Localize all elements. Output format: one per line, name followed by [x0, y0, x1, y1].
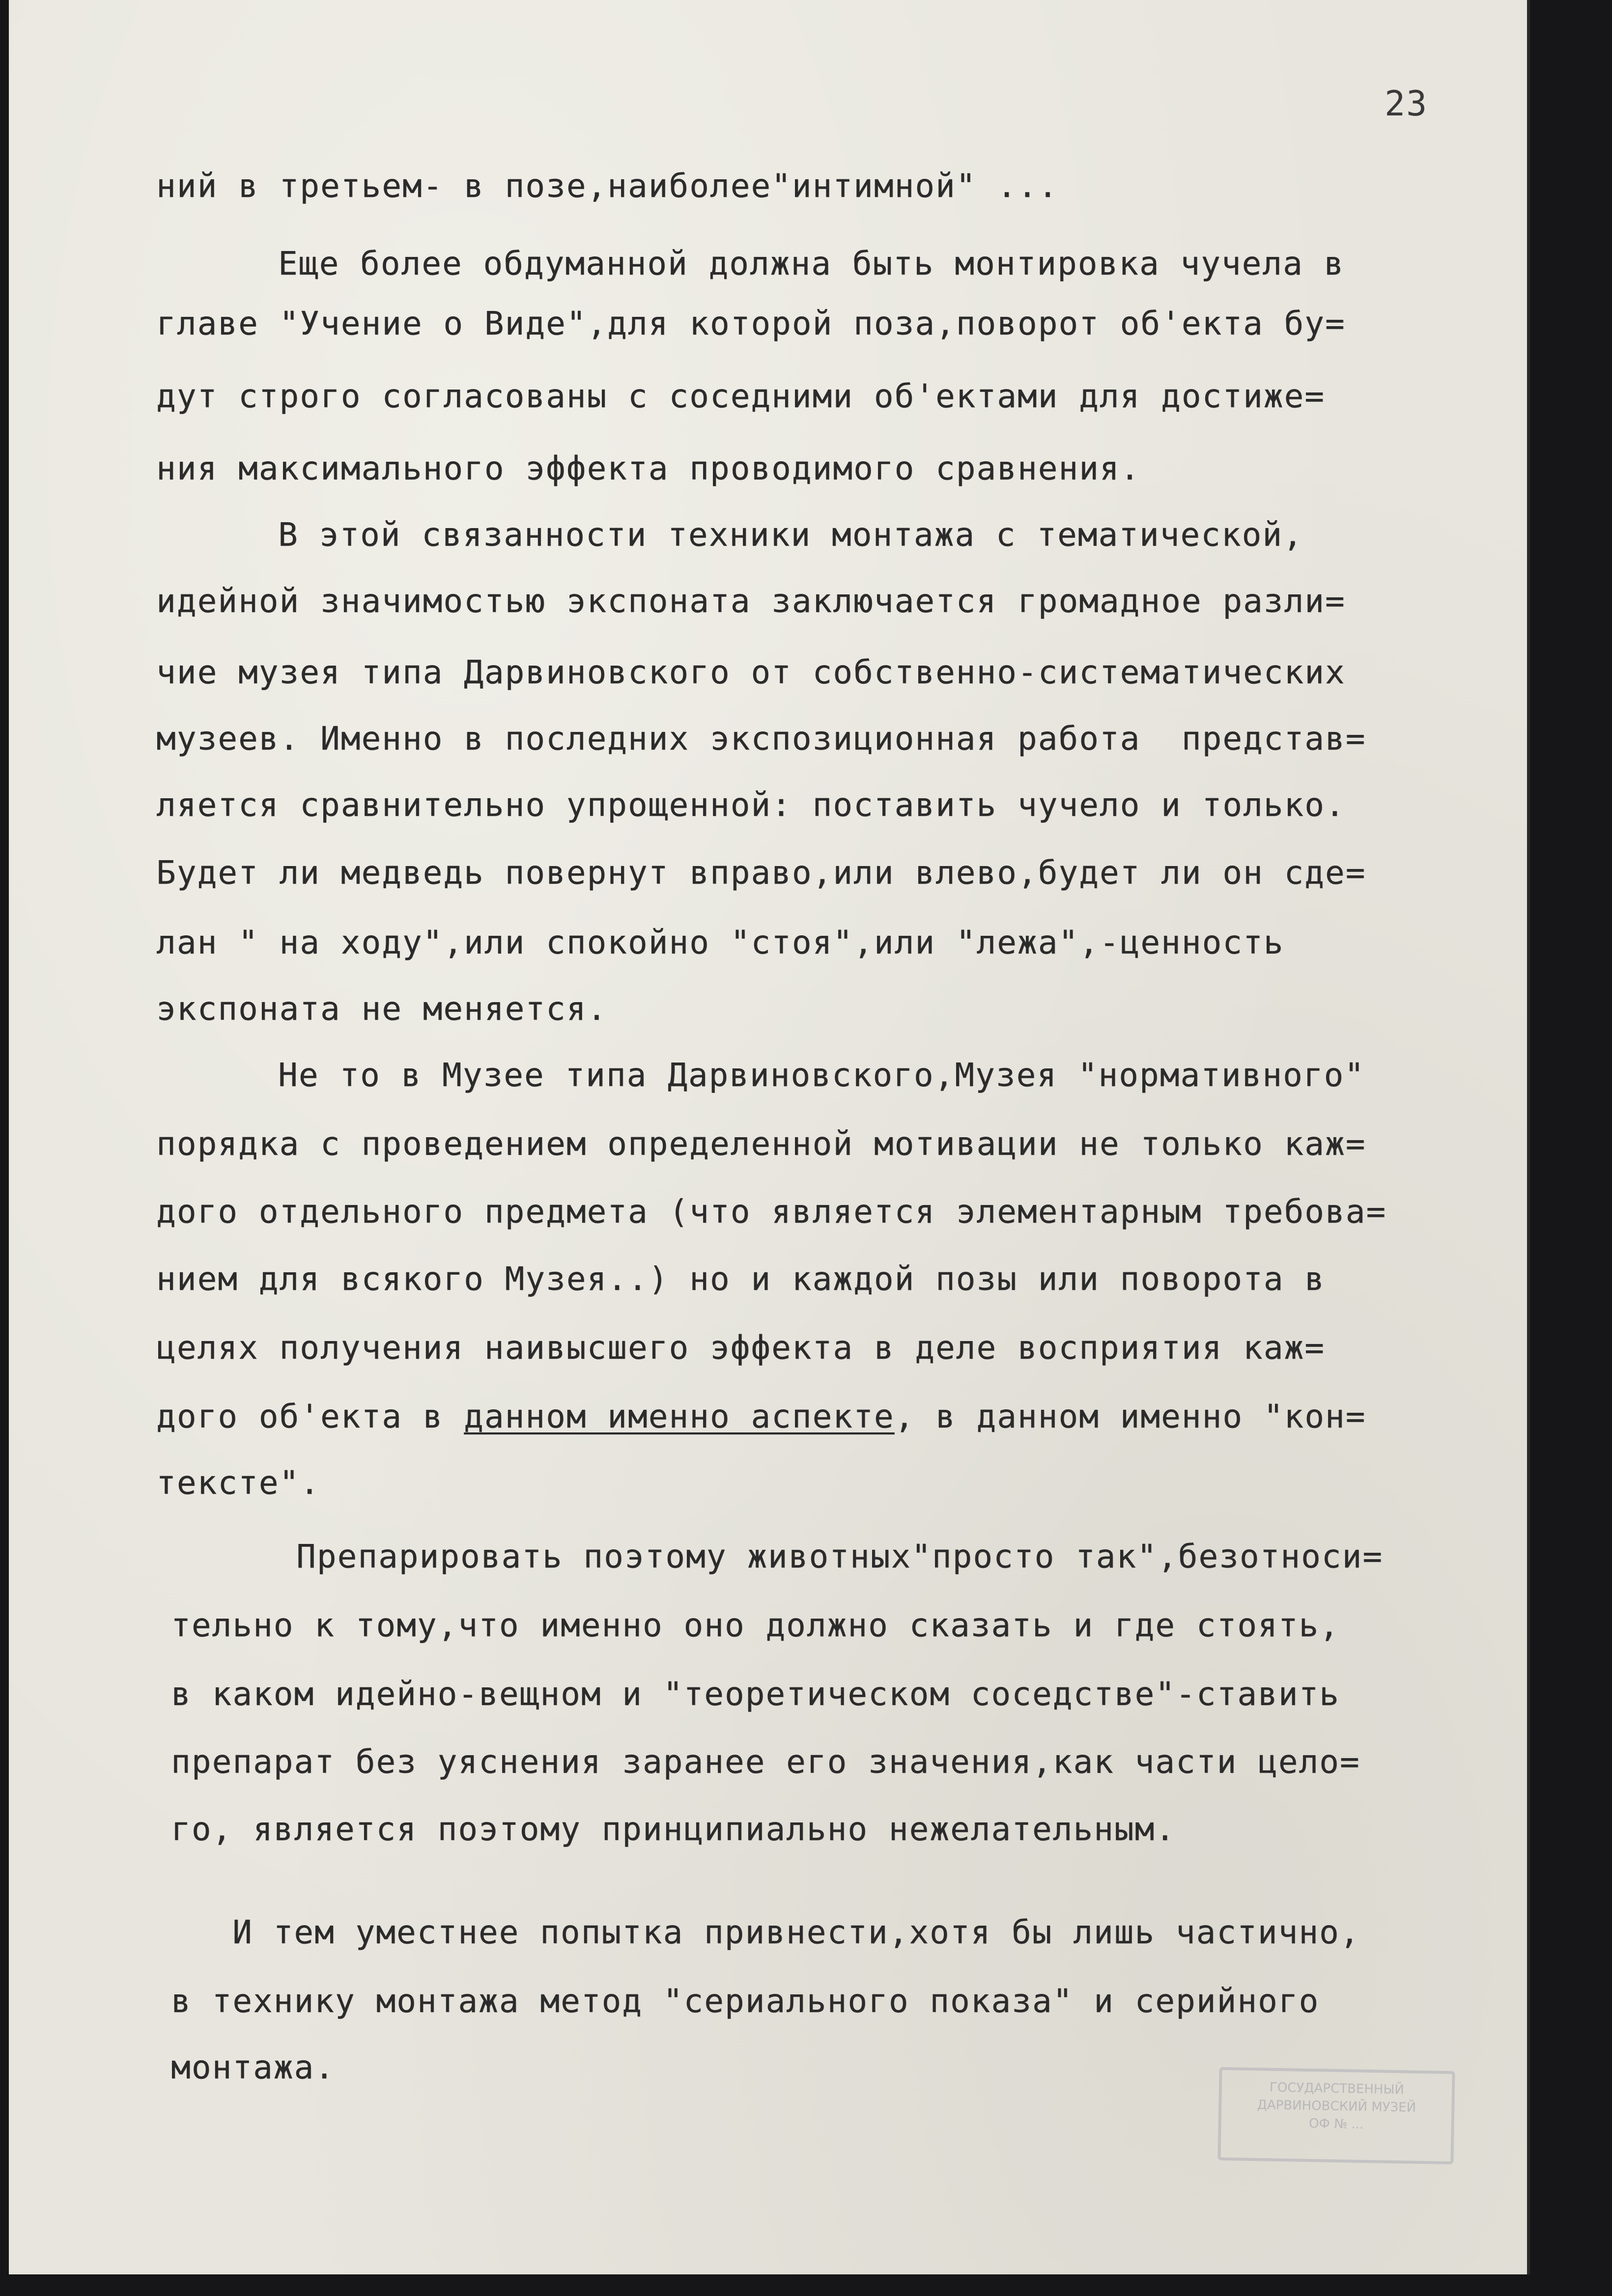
- text-line: Препарировать поэтому животных"просто так",безотноси=: [296, 1538, 1383, 1575]
- document-page: [9, 0, 1527, 2274]
- text-line: лан " на ходу",или спокойно "стоя",или "лежа",-ценность: [156, 924, 1284, 961]
- text-line: тельно к тому,что именно оно должно сказать и где стоять,: [171, 1606, 1340, 1644]
- stamp-line: ДАРВИНОВСКИЙ МУЗЕЙ: [1257, 2098, 1416, 2115]
- text-line: в технику монтажа метод "сериального показа" и серийного: [171, 1982, 1320, 2020]
- text-line: Не то в Музее типа Дарвиновского,Музея "нормативного": [278, 1056, 1365, 1094]
- text-line: целях получения наивысшего эффекта в деле восприятия каж=: [156, 1329, 1325, 1367]
- text-line: ляется сравнительно упрощенной: поставить чучело и только.: [156, 786, 1346, 824]
- text-line: дут строго согласованы с соседними об'ектами для достиже=: [156, 377, 1325, 415]
- text-line: порядка с проведением определенной мотивации не только каж=: [156, 1125, 1366, 1163]
- text-line: дого отдельного предмета (что является элементарным требова=: [156, 1193, 1387, 1231]
- text-line: тексте".: [156, 1464, 320, 1502]
- text-line: нием для всякого Музея..) но и каждой позы или поворота в: [156, 1260, 1325, 1298]
- text-line: ния максимального эффекта проводимого сравнения.: [156, 449, 1141, 487]
- text-line: монтажа.: [171, 2048, 335, 2086]
- text-line: ний в третьем- в позе,наиболее"интимной" ...: [156, 167, 1059, 205]
- text-line: препарат без уяснения заранее его значения,как части цело=: [171, 1743, 1360, 1781]
- text-line: чие музея типа Дарвиновского от собственно-систематических: [156, 653, 1346, 691]
- text-line: Будет ли медведь повернут вправо,или влево,будет ли он сде=: [156, 854, 1366, 892]
- text-line: экспоната не меняется.: [156, 990, 608, 1028]
- text-line: Еще более обдуманной должна быть монтировка чучела в: [278, 245, 1345, 282]
- text-line: И тем уместнее попытка привнести,хотя бы лишь частично,: [232, 1913, 1360, 1951]
- stamp-line: ОФ № ...: [1308, 2116, 1364, 2132]
- text-line: в каком идейно-вещном и "теоретическом соседстве"-ставить: [171, 1675, 1340, 1713]
- page-number: 23: [1385, 84, 1428, 124]
- text-before-underline: дого об'екта в: [156, 1398, 464, 1435]
- text-line: главе "Учение о Виде",для которой поза,поворот об'екта бу=: [156, 305, 1346, 342]
- text-after-underline: , в данном именно "кон=: [894, 1398, 1366, 1435]
- text-line: В этой связанности техники монтажа с тематической,: [278, 516, 1303, 554]
- text-line: го, является поэтому принципиально нежелательным.: [171, 1810, 1176, 1848]
- stamp-line: ГОСУДАРСТВЕННЫЙ: [1269, 2080, 1405, 2098]
- text-line: музеев. Именно в последних экспозиционная работа представ=: [156, 720, 1366, 757]
- text-line: идейной значимостью экспоната заключается громадное разли=: [156, 582, 1346, 620]
- underlined-phrase: данном именно аспекте: [464, 1398, 895, 1435]
- text-line-with-underline: [156, 1398, 1366, 1435]
- archive-stamp: [1217, 2067, 1455, 2164]
